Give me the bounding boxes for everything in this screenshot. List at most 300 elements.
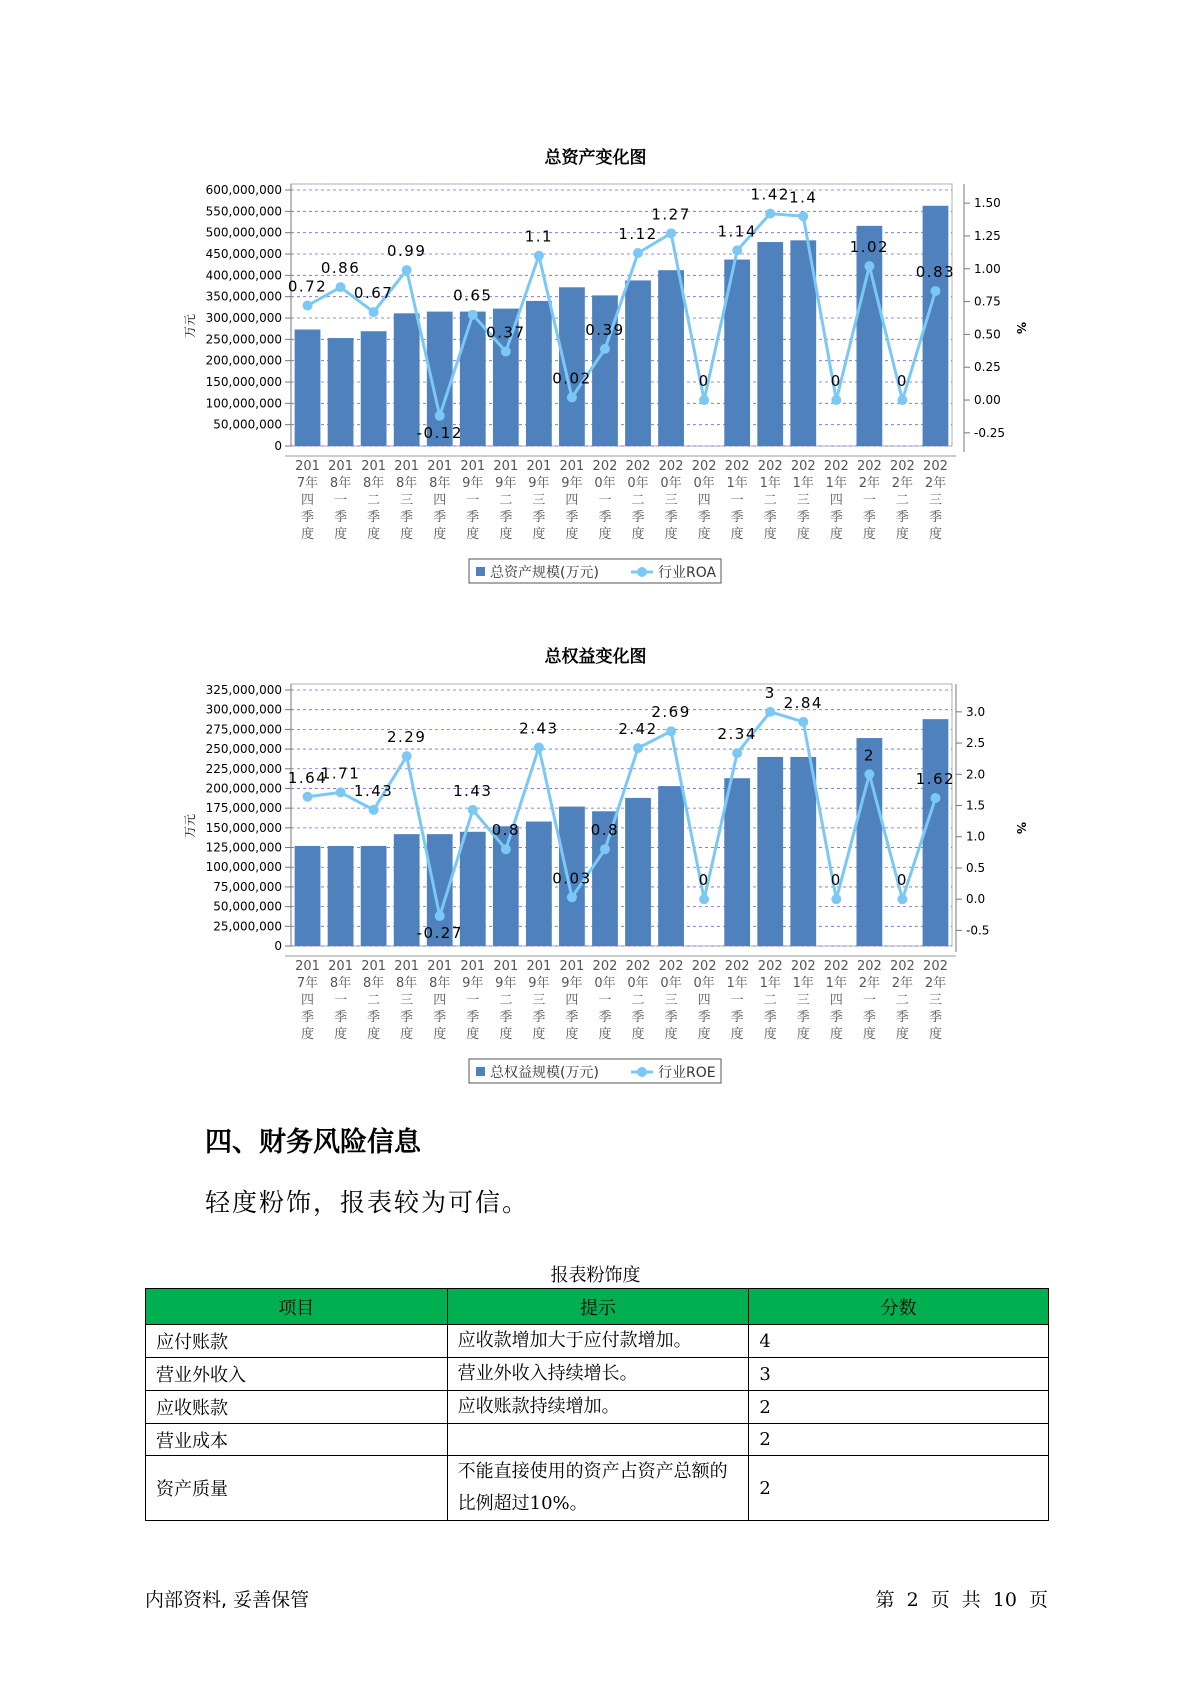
category-label: 二 <box>631 493 645 508</box>
category-label: 202 <box>790 959 816 974</box>
y-tick-label: 325,000,000 <box>205 683 282 697</box>
category-label: 202 <box>658 459 684 474</box>
y-tick-label: 400,000,000 <box>205 268 282 283</box>
y-axis-label: 万元 <box>183 313 197 339</box>
category-label: 度 <box>697 527 711 542</box>
category-label: 0年 <box>660 976 682 991</box>
category-label: 度 <box>499 527 513 542</box>
table-row <box>146 1424 1049 1456</box>
data-label: -0.12 <box>416 423 463 442</box>
category-label: 9年 <box>561 476 583 491</box>
category-label: 201 <box>427 459 453 474</box>
category-label: 202 <box>856 459 882 474</box>
category-label: 9年 <box>462 976 484 991</box>
category-label: 三 <box>664 493 678 508</box>
category-label: 季 <box>829 510 843 525</box>
category-label: 度 <box>565 527 579 542</box>
y-tick-label: 0 <box>274 939 282 953</box>
row-score: 4 <box>749 1325 1049 1358</box>
category-label: 201 <box>394 459 420 474</box>
data-label: 2.69 <box>651 703 691 722</box>
category-label: 季 <box>598 510 612 525</box>
category-label: 度 <box>664 1027 678 1042</box>
row-score: 2 <box>749 1391 1049 1424</box>
category-label: 9年 <box>495 976 517 991</box>
bar <box>361 846 387 946</box>
category-label: 二 <box>631 993 645 1008</box>
data-label: 1.1 <box>524 227 554 246</box>
row-item: 营业外收入 <box>146 1358 448 1391</box>
category-label: 度 <box>532 1027 546 1042</box>
category-label: 202 <box>625 459 651 474</box>
category-label: 7年 <box>296 976 319 991</box>
bar <box>625 798 651 946</box>
y-tick-label: 75,000,000 <box>213 879 282 894</box>
data-label: 0.8 <box>491 821 521 840</box>
category-label: 三 <box>532 993 546 1008</box>
line-point <box>468 805 478 815</box>
row-score: 2 <box>749 1456 1049 1521</box>
category-label: 一 <box>466 993 480 1008</box>
y2-tick-label: 1.0 <box>966 829 986 844</box>
category-label: 四 <box>301 493 315 508</box>
y2-tick-label: 0.75 <box>974 294 1001 309</box>
bar <box>724 778 750 946</box>
category-label: 季 <box>862 1010 876 1025</box>
category-label: 二 <box>763 493 777 508</box>
category-label: 8年 <box>362 476 385 491</box>
category-label: 度 <box>301 1027 315 1042</box>
category-label: 度 <box>631 1027 645 1042</box>
category-label: 季 <box>730 510 744 525</box>
category-label: 季 <box>664 510 678 525</box>
category-label: 季 <box>598 1010 612 1025</box>
row-hint: 营业外收入持续增长。 <box>447 1358 749 1391</box>
category-label: 202 <box>790 459 816 474</box>
category-label: 季 <box>697 510 711 525</box>
y-tick-label: 450,000,000 <box>205 247 282 261</box>
category-label: 季 <box>697 1010 711 1025</box>
y-tick-label: 100,000,000 <box>205 396 282 411</box>
category-label: 202 <box>923 959 948 974</box>
category-label: 202 <box>757 459 783 474</box>
bar <box>923 719 949 946</box>
category-label: 8年 <box>429 476 451 491</box>
category-label: 0年 <box>693 976 715 991</box>
category-label: 1年 <box>792 476 814 491</box>
y2-axis-label: % <box>1014 821 1028 835</box>
data-label: 0.72 <box>287 277 328 296</box>
data-label: 0.83 <box>915 263 956 282</box>
row-score: 3 <box>749 1358 1049 1391</box>
data-label: 1.4 <box>789 188 818 207</box>
y-tick-label: 0 <box>274 439 282 453</box>
category-label: 1年 <box>726 476 748 491</box>
category-label: 四 <box>697 493 711 508</box>
category-label: 度 <box>433 527 447 542</box>
y-axis-label: 万元 <box>183 813 197 839</box>
legend-label: 总资产规模(万元) <box>490 565 599 581</box>
category-label: 201 <box>361 959 387 974</box>
category-label: 1年 <box>759 976 781 991</box>
category-label: 1年 <box>825 976 847 991</box>
category-label: 季 <box>565 1010 579 1025</box>
y2-tick-label: 1.5 <box>966 798 986 813</box>
category-label: 季 <box>334 1010 348 1025</box>
category-label: 一 <box>730 993 744 1008</box>
y-tick-label: 300,000,000 <box>205 702 282 717</box>
bar <box>460 832 486 946</box>
category-label: 0年 <box>660 476 682 491</box>
category-label: 二 <box>367 493 381 508</box>
data-label: 2 <box>863 746 875 765</box>
category-label: 度 <box>565 1027 579 1042</box>
category-label: 8年 <box>396 476 418 491</box>
line-point <box>435 911 445 921</box>
category-label: 度 <box>466 1027 480 1042</box>
category-label: 季 <box>400 1010 414 1025</box>
category-label: 202 <box>592 459 618 474</box>
y2-tick-label: 0.25 <box>974 360 1001 375</box>
category-label: 0年 <box>594 976 616 991</box>
chart-title: 总权益变化图 <box>544 647 647 667</box>
row-hint: 应收账款持续增加。 <box>447 1391 749 1424</box>
category-label: 202 <box>823 459 849 474</box>
bar <box>856 738 882 946</box>
data-label: 1.43 <box>453 781 493 800</box>
data-label: 1.14 <box>717 222 757 241</box>
category-label: 8年 <box>362 976 385 991</box>
table-row <box>146 1325 1049 1358</box>
category-label: 9年 <box>495 476 517 491</box>
category-label: 201 <box>295 459 320 474</box>
category-label: 四 <box>829 993 843 1008</box>
category-label: 季 <box>664 1010 678 1025</box>
category-label: 季 <box>367 510 381 525</box>
category-label: 度 <box>697 1027 711 1042</box>
category-label: 202 <box>923 459 948 474</box>
category-label: 季 <box>796 510 810 525</box>
category-label: 202 <box>757 959 783 974</box>
line-point <box>534 742 544 752</box>
y2-tick-label: 1.00 <box>974 261 1001 276</box>
category-label: 二 <box>895 493 909 508</box>
category-label: 季 <box>829 1010 843 1025</box>
data-label: 1.62 <box>915 770 956 789</box>
category-label: 1年 <box>726 976 748 991</box>
category-label: 0年 <box>627 476 649 491</box>
section-summary: 轻度粉饰，报表较为可信。 <box>205 1188 530 1217</box>
legend-label: 行业ROE <box>658 1065 716 1081</box>
line-point <box>831 894 841 904</box>
category-label: 三 <box>664 993 678 1008</box>
category-label: 度 <box>895 1027 909 1042</box>
category-label: 三 <box>796 993 810 1008</box>
category-label: 7年 <box>296 476 319 491</box>
category-label: 季 <box>928 510 942 525</box>
category-label: 2年 <box>924 476 947 491</box>
data-label: 2.29 <box>386 728 427 747</box>
category-label: 9年 <box>561 976 583 991</box>
y-tick-label: 550,000,000 <box>205 204 282 219</box>
bar <box>790 757 816 946</box>
bar <box>328 846 354 946</box>
data-label: 2.42 <box>618 720 658 739</box>
bar <box>295 846 321 946</box>
row-item: 应付账款 <box>146 1325 448 1358</box>
data-label: 1.42 <box>750 185 790 204</box>
y2-tick-label: 0.5 <box>966 860 986 875</box>
category-label: 度 <box>400 527 414 542</box>
category-label: 201 <box>493 959 519 974</box>
category-label: 季 <box>631 1010 645 1025</box>
y2-tick-label: 1.50 <box>974 196 1001 211</box>
category-label: 202 <box>856 959 882 974</box>
category-label: 三 <box>400 493 414 508</box>
category-label: 季 <box>532 1010 546 1025</box>
category-label: 度 <box>499 1027 513 1042</box>
y2-tick-label: -0.5 <box>966 923 990 938</box>
footer-page-number: 第 2 页 共 10 页 <box>875 1589 1048 1611</box>
category-label: 9年 <box>462 476 484 491</box>
category-label: 季 <box>433 510 447 525</box>
legend-label: 行业ROA <box>658 565 717 581</box>
category-label: 202 <box>724 959 750 974</box>
category-label: 1年 <box>759 476 781 491</box>
row-hint: 不能直接使用的资产占资产总额的比例超过10%。 <box>447 1456 749 1521</box>
y-tick-label: 50,000,000 <box>213 417 282 432</box>
category-label: 二 <box>499 993 513 1008</box>
row-hint: 应收款增加大于应付款增加。 <box>447 1325 749 1358</box>
line-point <box>897 894 907 904</box>
category-label: 1年 <box>825 476 847 491</box>
category-label: 二 <box>895 993 909 1008</box>
y-tick-label: 600,000,000 <box>205 183 282 197</box>
category-label: 202 <box>592 959 618 974</box>
table-row <box>146 1358 1049 1391</box>
category-label: 四 <box>301 993 315 1008</box>
y2-tick-label: -0.25 <box>974 425 1006 440</box>
category-label: 四 <box>829 493 843 508</box>
category-label: 8年 <box>329 976 352 991</box>
category-label: 度 <box>862 1027 876 1042</box>
y-tick-label: 25,000,000 <box>213 919 282 934</box>
category-label: 202 <box>724 459 750 474</box>
table-row <box>146 1456 1049 1521</box>
category-label: 季 <box>367 1010 381 1025</box>
y2-tick-label: 2.0 <box>966 767 986 782</box>
category-label: 2年 <box>891 976 914 991</box>
category-label: 201 <box>493 459 519 474</box>
line-point <box>567 892 577 902</box>
category-label: 二 <box>763 993 777 1008</box>
data-label: 0.67 <box>353 284 394 303</box>
line-point <box>369 805 379 815</box>
category-label: 三 <box>928 993 942 1008</box>
category-label: 季 <box>466 510 480 525</box>
category-label: 202 <box>658 959 684 974</box>
category-label: 202 <box>691 959 717 974</box>
line-point <box>501 844 511 854</box>
data-label: 0 <box>830 871 842 890</box>
data-label: 1.71 <box>320 764 361 783</box>
category-label: 度 <box>301 527 315 542</box>
y2-tick-label: 2.5 <box>966 736 986 751</box>
category-label: 0年 <box>594 476 616 491</box>
y2-tick-label: 1.25 <box>974 228 1001 243</box>
category-label: 季 <box>895 1010 909 1025</box>
category-label: 季 <box>763 1010 777 1025</box>
data-label: 1.64 <box>287 768 328 787</box>
y2-tick-label: 0.0 <box>966 892 986 907</box>
category-label: 度 <box>433 1027 447 1042</box>
category-label: 度 <box>829 1027 843 1042</box>
y-tick-label: 300,000,000 <box>205 311 282 325</box>
table-caption: 报表粉饰度 <box>550 1265 641 1286</box>
line-point <box>303 792 313 802</box>
y-tick-label: 200,000,000 <box>205 353 282 368</box>
line-point <box>402 751 412 761</box>
category-label: 2年 <box>858 476 881 491</box>
category-label: 二 <box>367 993 381 1008</box>
category-label: 度 <box>532 527 546 542</box>
category-label: 度 <box>466 527 480 542</box>
category-label: 四 <box>697 993 711 1008</box>
category-label: 一 <box>334 993 348 1008</box>
category-label: 三 <box>796 493 810 508</box>
y-tick-label: 200,000,000 <box>205 781 282 796</box>
category-label: 1年 <box>792 976 814 991</box>
y-tick-label: 350,000,000 <box>205 289 282 304</box>
data-label: 2.34 <box>717 725 757 744</box>
window-dressing-table <box>145 1288 1049 1521</box>
category-label: 度 <box>829 527 843 542</box>
category-label: 度 <box>763 527 777 542</box>
data-label: 0 <box>698 871 710 890</box>
category-label: 度 <box>730 1027 744 1042</box>
category-label: 度 <box>334 527 348 542</box>
legend-label: 总权益规模(万元) <box>490 1065 599 1081</box>
category-label: 201 <box>460 959 486 974</box>
category-label: 8年 <box>329 476 352 491</box>
data-label: 0.99 <box>386 242 427 261</box>
category-label: 季 <box>928 1010 942 1025</box>
y2-tick-label: 3.0 <box>966 704 986 719</box>
data-label: 0.86 <box>320 259 361 278</box>
category-label: 度 <box>862 527 876 542</box>
y-tick-label: 150,000,000 <box>205 820 282 835</box>
category-label: 度 <box>928 527 942 542</box>
category-label: 201 <box>328 959 353 974</box>
category-label: 201 <box>295 959 320 974</box>
category-label: 度 <box>664 527 678 542</box>
category-label: 季 <box>499 510 513 525</box>
category-label: 度 <box>796 1027 810 1042</box>
category-label: 一 <box>862 493 876 508</box>
y-tick-label: 275,000,000 <box>205 722 282 737</box>
row-hint <box>447 1424 749 1456</box>
category-label: 度 <box>598 527 612 542</box>
category-label: 一 <box>598 493 612 508</box>
data-label: 3 <box>764 683 776 702</box>
category-label: 202 <box>890 959 915 974</box>
data-label: 2.43 <box>519 719 559 738</box>
category-label: 四 <box>433 493 447 508</box>
data-label: 0 <box>698 372 710 391</box>
category-label: 三 <box>532 493 546 508</box>
data-label: 1.27 <box>651 205 691 224</box>
category-label: 季 <box>763 510 777 525</box>
data-label: 1.12 <box>618 225 658 244</box>
row-item: 资产质量 <box>146 1456 448 1521</box>
category-label: 季 <box>466 1010 480 1025</box>
bar <box>757 757 783 946</box>
data-label: 0.39 <box>585 320 625 339</box>
category-label: 201 <box>559 959 585 974</box>
category-label: 一 <box>730 493 744 508</box>
data-label: 0.37 <box>486 323 526 342</box>
y-tick-label: 175,000,000 <box>205 801 282 816</box>
line-point <box>666 726 676 736</box>
category-label: 8年 <box>396 976 418 991</box>
y-tick-label: 150,000,000 <box>205 375 282 389</box>
header-hint: 提示 <box>447 1289 749 1325</box>
category-label: 201 <box>328 459 353 474</box>
category-label: 度 <box>895 527 909 542</box>
table-row <box>146 1391 1049 1424</box>
data-label: 1.02 <box>849 238 890 257</box>
category-label: 季 <box>796 1010 810 1025</box>
category-label: 季 <box>730 1010 744 1025</box>
category-label: 2年 <box>924 976 947 991</box>
row-score: 2 <box>749 1424 1049 1456</box>
y-tick-label: 225,000,000 <box>205 761 282 776</box>
data-label: 0.8 <box>590 821 620 840</box>
category-label: 202 <box>691 459 717 474</box>
bar <box>658 786 684 946</box>
legend-swatch-point <box>637 1067 647 1077</box>
data-label: 0.02 <box>552 369 592 388</box>
category-label: 季 <box>631 510 645 525</box>
header-item: 项目 <box>146 1289 448 1325</box>
chart-title: 总资产变化图 <box>544 148 647 168</box>
header-score: 分数 <box>749 1289 1049 1325</box>
category-label: 201 <box>361 459 387 474</box>
data-label: 0 <box>896 871 908 890</box>
line-point <box>633 743 643 753</box>
category-label: 度 <box>928 1027 942 1042</box>
data-label: -0.27 <box>416 924 463 943</box>
category-label: 季 <box>862 510 876 525</box>
category-label: 度 <box>367 527 381 542</box>
category-label: 度 <box>631 527 645 542</box>
y-tick-label: 500,000,000 <box>205 225 282 240</box>
y2-tick-label: 0.00 <box>974 393 1001 408</box>
category-label: 季 <box>895 510 909 525</box>
category-label: 二 <box>499 493 513 508</box>
category-label: 201 <box>526 459 552 474</box>
y2-tick-label: 0.50 <box>974 327 1001 342</box>
bar <box>526 822 552 946</box>
category-label: 三 <box>400 993 414 1008</box>
section-heading: 四、财务风险信息 <box>205 1127 421 1158</box>
category-label: 201 <box>526 959 552 974</box>
category-label: 202 <box>625 959 651 974</box>
row-item: 应收账款 <box>146 1391 448 1424</box>
y-tick-label: 250,000,000 <box>205 332 282 347</box>
line-point <box>600 844 610 854</box>
line-point <box>732 748 742 758</box>
